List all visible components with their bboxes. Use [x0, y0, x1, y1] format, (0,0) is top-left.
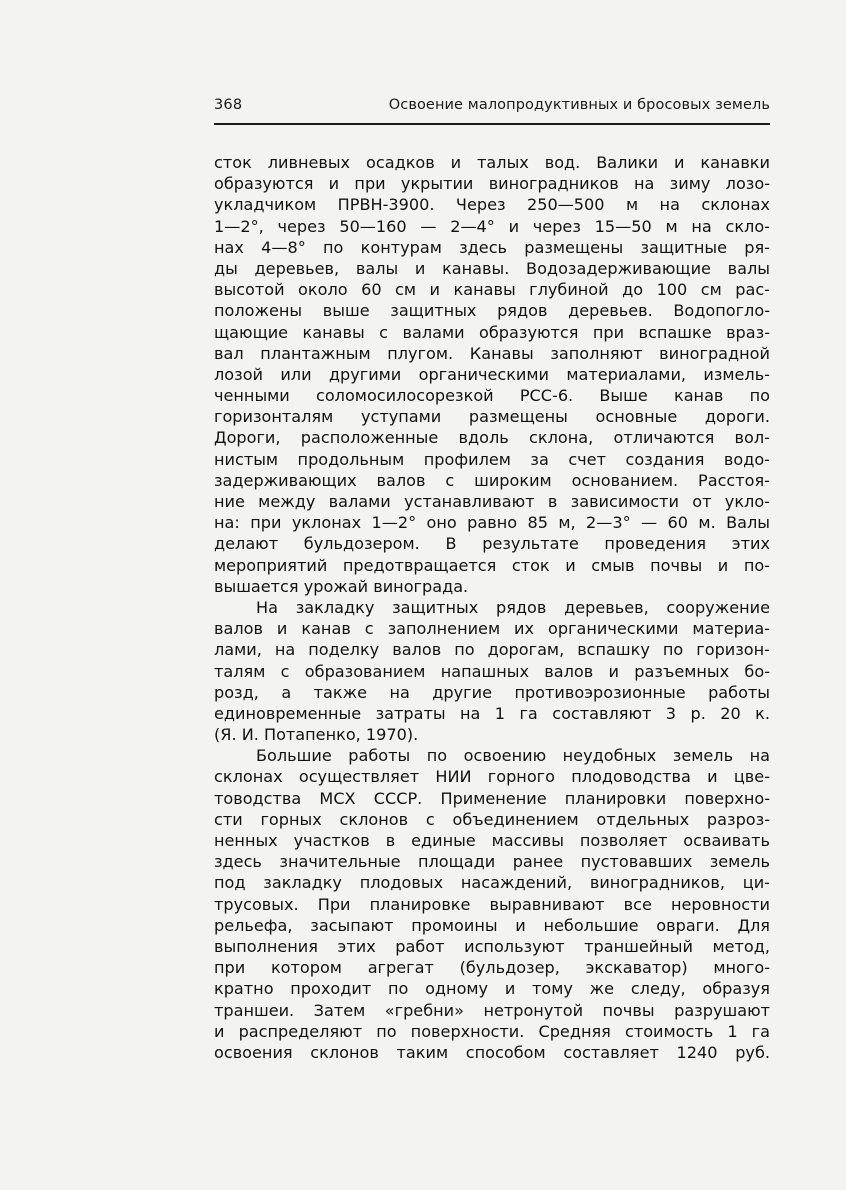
text-line: на: при уклонах 1—2° оно равно 85 м, 2—3° — 60 м. Валы [214, 513, 770, 533]
text-line: валов и канав с заполнением их органическими материа- [214, 619, 770, 639]
text-line: здесь значительные площади ранее пустовавших земель [214, 852, 770, 872]
text-line: высотой около 60 см и канавы глубиной до 100 см рас- [214, 280, 770, 300]
text-line: единовременные затраты на 1 га составляют 3 р. 20 к. [214, 703, 770, 723]
text-line: укладчиком ПРВН-3900. Через 250—500 м на склонах [214, 195, 770, 215]
text-line: склонах осуществляет НИИ горного плодоводства и цве- [214, 767, 770, 787]
text-line: ненных участков в единые массивы позволяет осваивать [214, 831, 770, 850]
text-line: вышается урожай винограда. [214, 576, 469, 596]
text-line: освоения склонов таким способом составляет 1240 руб. [214, 1042, 770, 1062]
text-line: нистым продольным профилем за счет создания водо- [214, 449, 770, 469]
text-line: ды деревьев, валы и канавы. Водозадерживающие валы [214, 258, 770, 278]
text-line: (Я. И. Потапенко, 1970). [214, 725, 419, 745]
text-line: сти горных склонов с объединением отдельных разроз- [214, 809, 770, 829]
text-line: рельефа, засыпают промоины и небольшие овраги. Для [214, 915, 770, 935]
text-line: товодства МСХ СССР. Применение планировки поверхно- [214, 788, 770, 808]
paragraph [214, 745, 770, 1063]
text-line: лозой или другими органическими материалами, измель- [214, 364, 770, 384]
text-line: вал плантажным плугом. Канавы заполняют виноградной [214, 343, 770, 363]
text-line: нах 4—8° по контурам здесь размещены защитные ря- [214, 237, 770, 257]
text-line: трусовых. При планировке выравнивают все неровности [214, 894, 770, 914]
header-rule [214, 123, 770, 125]
paragraph [214, 597, 770, 745]
text-line: траншеи. Затем «гребни» нетронутой почвы разрушают [214, 1000, 770, 1020]
text-line: и распределяют по поверхности. Средняя стоимость 1 га [214, 1021, 770, 1041]
text-line: выполнения этих работ используют траншейный метод, [214, 936, 770, 956]
text-line: щающие канавы с валами образуются при вспашке враз- [214, 322, 770, 342]
text-line: делают бульдозером. В результате проведения этих [214, 534, 770, 554]
text-line: при котором агрегат (бульдозер, экскаватор) много- [214, 958, 770, 978]
text-line: На закладку защитных рядов деревьев, сооружение [256, 597, 770, 617]
text-line: розд, а также на другие противоэрозионные работы [214, 682, 770, 702]
text-line: под закладку плодовых насаждений, виноградников, ци- [214, 873, 770, 893]
running-title: Освоение малопродуктивных и бросовых земель [388, 97, 770, 113]
text-line: Большие работы по освоению неудобных земель на [256, 746, 770, 766]
text-line: горизонталям уступами размещены основные дороги. [214, 407, 770, 427]
text-line: задерживающих валов с широким основанием. Расстоя- [214, 470, 770, 490]
page-header [214, 93, 770, 121]
text-line: ние между валами устанавливают в зависимости от укло- [214, 492, 770, 511]
text-line: лами, на поделку валов по дорогам, вспашку по горизон- [214, 640, 770, 660]
text-line: 1—2°, через 50—160 — 2—4° и через 15—50 м на скло- [214, 216, 770, 236]
text-line: Дороги, расположенные вдоль склона, отличаются вол- [214, 428, 770, 448]
text-line: положены выше защитных рядов деревьев. Водопогло- [214, 301, 770, 321]
text-line: талям с образованием напашных валов и разъемных бо- [214, 661, 770, 681]
paragraph [214, 152, 770, 597]
body-text [214, 152, 770, 1063]
text-line: ченными соломосилосорезкой РСС-6. Выше канав по [214, 386, 770, 406]
text-line: сток ливневых осадков и талых вод. Валики и канавки [214, 153, 770, 172]
text-line: мероприятий предотвращается сток и смыв почвы и по- [214, 555, 770, 575]
text-line: образуются и при укрытии виноградников на зиму лозо- [214, 174, 770, 194]
page-number: 368 [214, 97, 243, 113]
text-line: кратно проходит по одному и тому же следу, образуя [214, 979, 770, 999]
